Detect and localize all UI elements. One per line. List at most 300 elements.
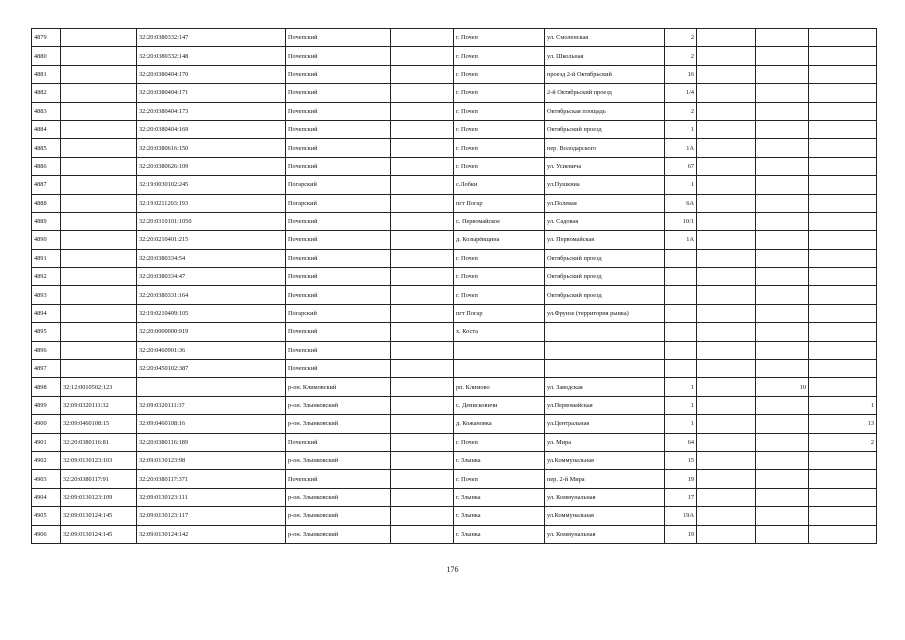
table-row [32,231,877,249]
table-row [32,507,877,525]
row-number-cell: 4900 [32,415,61,433]
row-number-cell: 4893 [32,286,61,304]
building-cadastral-cell: 32:20:0380332:147 [137,29,286,47]
building-cadastral-cell: 32:09:0130123:98 [137,451,286,469]
col-11-cell [809,360,877,378]
house-number-cell: 16 [665,65,697,83]
col-9-cell [697,120,756,138]
cadastral-number-cell: 32:09:0460108:15 [61,415,137,433]
house-number-cell: 19А [665,507,697,525]
col-11-cell [809,451,877,469]
table-row [32,65,877,83]
row-number-cell: 4886 [32,157,61,175]
street-cell: ул. Мира [545,433,665,451]
cadastral-number-cell: 32:09:0320111:32 [61,396,137,414]
cadastral-number-cell: 32:09:0130124:145 [61,507,137,525]
district-cell: Почепский [286,120,391,138]
cadastral-number-cell [61,47,137,65]
building-cadastral-cell: 32:20:0380626:109 [137,157,286,175]
col-10-cell [756,396,809,414]
building-cadastral-cell: 32:20:0380334:47 [137,268,286,286]
cadastral-number-cell [61,323,137,341]
empty-cell [391,341,454,359]
col-9-cell [697,507,756,525]
col-11-cell [809,525,877,543]
col-10-cell [756,415,809,433]
settlement-cell: г. Почеп [454,47,545,65]
district-cell: Погарский [286,194,391,212]
row-number-cell: 4891 [32,249,61,267]
empty-cell [391,360,454,378]
col-9-cell [697,139,756,157]
col-10-cell [756,65,809,83]
table-row [32,415,877,433]
building-cadastral-cell: 32:20:0460901:36 [137,341,286,359]
empty-cell [391,47,454,65]
col-10-cell [756,323,809,341]
settlement-cell: пгт Погар [454,194,545,212]
settlement-cell: г. Злынка [454,451,545,469]
row-number-cell: 4894 [32,304,61,322]
house-number-cell: 2 [665,47,697,65]
empty-cell [391,268,454,286]
settlement-cell [454,360,545,378]
district-cell: р-он. Злынковский [286,396,391,414]
cadastral-number-cell [61,84,137,102]
table-row [32,488,877,506]
col-10-cell [756,139,809,157]
row-number-cell: 4888 [32,194,61,212]
district-cell: Почепский [286,231,391,249]
district-cell: Почепский [286,323,391,341]
col-9-cell [697,286,756,304]
col-10-cell [756,525,809,543]
settlement-cell [454,341,545,359]
row-number-cell: 4895 [32,323,61,341]
district-cell: р-он. Климовский [286,378,391,396]
col-10-cell [756,47,809,65]
cadastral-number-cell [61,176,137,194]
house-number-cell: 1А [665,139,697,157]
district-cell: Почепский [286,102,391,120]
col-9-cell [697,194,756,212]
empty-cell [391,507,454,525]
cadastral-number-cell [61,304,137,322]
col-10-cell [756,231,809,249]
table-row [32,29,877,47]
house-number-cell [665,304,697,322]
cadastral-number-cell [61,194,137,212]
settlement-cell: г. Почеп [454,102,545,120]
house-number-cell: 1 [665,120,697,138]
table-body [32,29,877,544]
cadastral-number-cell [61,139,137,157]
settlement-cell: г. Почеп [454,139,545,157]
street-cell: ул. Заводская [545,378,665,396]
table-row [32,286,877,304]
building-cadastral-cell: 32:20:0380331:164 [137,286,286,304]
col-11-cell [809,194,877,212]
cadastral-number-cell [61,341,137,359]
col-10-cell [756,194,809,212]
street-cell: Октябрьский проезд [545,268,665,286]
street-cell: ул. Смоленская [545,29,665,47]
cadastral-number-cell: 32:20:0380117:91 [61,470,137,488]
building-cadastral-cell: 32:09:0460108:16 [137,415,286,433]
settlement-cell: г. Почеп [454,120,545,138]
row-number-cell: 4884 [32,120,61,138]
row-number-cell: 4880 [32,47,61,65]
house-number-cell: 1 [665,378,697,396]
col-11-cell [809,286,877,304]
cadastral-number-cell [61,102,137,120]
empty-cell [391,84,454,102]
col-9-cell [697,65,756,83]
row-number-cell: 4898 [32,378,61,396]
building-cadastral-cell: 32:20:0380404:171 [137,84,286,102]
empty-cell [391,470,454,488]
col-10-cell [756,157,809,175]
settlement-cell: рп. Климово [454,378,545,396]
col-11-cell [809,470,877,488]
empty-cell [391,157,454,175]
building-cadastral-cell [137,378,286,396]
house-number-cell [665,341,697,359]
col-9-cell [697,415,756,433]
empty-cell [391,451,454,469]
empty-cell [391,29,454,47]
col-9-cell [697,84,756,102]
empty-cell [391,286,454,304]
col-10-cell [756,120,809,138]
row-number-cell: 4906 [32,525,61,543]
table-row [32,360,877,378]
table-row [32,139,877,157]
empty-cell [391,433,454,451]
building-cadastral-cell: 32:20:0380334:54 [137,249,286,267]
house-number-cell: 64 [665,433,697,451]
col-11-cell [809,304,877,322]
house-number-cell: 67 [665,157,697,175]
building-cadastral-cell: 32:19:0030102:245 [137,176,286,194]
row-number-cell: 4892 [32,268,61,286]
col-9-cell [697,47,756,65]
cadastral-number-cell: 32:20:0380116:81 [61,433,137,451]
settlement-cell: г. Почеп [454,268,545,286]
empty-cell [391,176,454,194]
district-cell: Почепский [286,29,391,47]
empty-cell [391,378,454,396]
building-cadastral-cell: 32:20:0380332:148 [137,47,286,65]
settlement-cell: д. Кожановка [454,415,545,433]
empty-cell [391,249,454,267]
row-number-cell: 4896 [32,341,61,359]
col-10-cell [756,433,809,451]
col-11-cell [809,65,877,83]
table-row [32,268,877,286]
col-10-cell [756,286,809,304]
col-9-cell [697,433,756,451]
house-number-cell: 1 [665,396,697,414]
empty-cell [391,65,454,83]
col-10-cell [756,341,809,359]
cadastral-number-cell [61,157,137,175]
district-cell: Почепский [286,139,391,157]
table-row [32,120,877,138]
empty-cell [391,415,454,433]
table-row [32,433,877,451]
street-cell [545,323,665,341]
building-cadastral-cell: 32:20:0210401:215 [137,231,286,249]
cadastral-number-cell [61,29,137,47]
district-cell: р-он. Злынковский [286,507,391,525]
house-number-cell: 2 [665,102,697,120]
cadastral-number-cell [61,231,137,249]
row-number-cell: 4899 [32,396,61,414]
col-10-cell [756,360,809,378]
col-9-cell [697,525,756,543]
settlement-cell: с. Первомайское [454,212,545,230]
settlement-cell: с. Денисковичи [454,396,545,414]
settlement-cell: г. Злынка [454,525,545,543]
district-cell: Погарский [286,176,391,194]
row-number-cell: 4905 [32,507,61,525]
col-9-cell [697,268,756,286]
row-number-cell: 4885 [32,139,61,157]
settlement-cell: г. Злынка [454,488,545,506]
street-cell: ул. Усиевича [545,157,665,175]
street-cell [545,341,665,359]
table-row [32,323,877,341]
street-cell: ул.Первомайская [545,396,665,414]
col-9-cell [697,360,756,378]
table-row [32,212,877,230]
house-number-cell: 1А [665,231,697,249]
row-number-cell: 4889 [32,212,61,230]
col-10-cell: 10 [756,378,809,396]
table-row [32,249,877,267]
empty-cell [391,212,454,230]
col-11-cell [809,268,877,286]
empty-cell [391,139,454,157]
table-row [32,102,877,120]
district-cell: р-он. Злынковский [286,415,391,433]
col-9-cell [697,451,756,469]
district-cell: Почепский [286,341,391,359]
cadastral-number-cell [61,360,137,378]
district-cell: Почепский [286,65,391,83]
street-cell: пер. 2-й Мира [545,470,665,488]
empty-cell [391,102,454,120]
cadastral-number-cell [61,120,137,138]
row-number-cell: 4882 [32,84,61,102]
building-cadastral-cell: 32:20:0310101:1050 [137,212,286,230]
table-row [32,470,877,488]
page-number: 176 [446,565,459,574]
col-11-cell [809,212,877,230]
street-cell: ул.Центральная [545,415,665,433]
district-cell: р-он. Злынковский [286,525,391,543]
house-number-cell: 6А [665,194,697,212]
street-cell: ул.Пушкина [545,176,665,194]
empty-cell [391,323,454,341]
table-row [32,194,877,212]
street-cell: ул. Коммунальная [545,525,665,543]
street-cell [545,360,665,378]
col-11-cell [809,249,877,267]
empty-cell [391,304,454,322]
cadastral-number-cell: 32:09:0130123:109 [61,488,137,506]
col-11-cell [809,341,877,359]
settlement-cell: пгт Погар [454,304,545,322]
street-cell: ул.Фрунзе (территория рынка) [545,304,665,322]
empty-cell [391,231,454,249]
cadastral-number-cell: 32:09:0130123:103 [61,451,137,469]
empty-cell [391,525,454,543]
cadastral-number-cell: 32:12:0010502:123 [61,378,137,396]
settlement-cell: г. Почеп [454,29,545,47]
street-cell: Октябрьская площадь [545,102,665,120]
settlement-cell: с.Лобки [454,176,545,194]
row-number-cell: 4890 [32,231,61,249]
house-number-cell: 19 [665,525,697,543]
street-cell: ул. Садовая [545,212,665,230]
house-number-cell: 2 [665,29,697,47]
cadastral-number-cell [61,249,137,267]
col-11-cell: 2 [809,433,877,451]
table-row [32,378,877,396]
street-cell: ул. Школьная [545,47,665,65]
col-9-cell [697,29,756,47]
col-11-cell: 13 [809,415,877,433]
col-11-cell [809,120,877,138]
street-cell: 2-й Октябрьский проезд [545,84,665,102]
col-9-cell [697,249,756,267]
settlement-cell: г. Почеп [454,84,545,102]
col-11-cell [809,378,877,396]
building-cadastral-cell: 32:09:0320111:37 [137,396,286,414]
col-11-cell [809,47,877,65]
district-cell: Почепский [286,212,391,230]
col-9-cell [697,102,756,120]
col-10-cell [756,84,809,102]
table-row [32,304,877,322]
col-9-cell [697,378,756,396]
col-10-cell [756,470,809,488]
settlement-cell: х. Коста [454,323,545,341]
settlement-cell: г. Почеп [454,249,545,267]
district-cell: Почепский [286,360,391,378]
col-11-cell [809,488,877,506]
district-cell: р-он. Злынковский [286,488,391,506]
district-cell: Почепский [286,249,391,267]
house-number-cell [665,249,697,267]
cadastral-number-cell [61,268,137,286]
col-9-cell [697,304,756,322]
col-9-cell [697,470,756,488]
building-cadastral-cell: 32:09:0130123:111 [137,488,286,506]
table-row [32,396,877,414]
house-number-cell: 1/4 [665,84,697,102]
col-10-cell [756,29,809,47]
building-cadastral-cell: 32:20:0000000:919 [137,323,286,341]
building-cadastral-cell: 32:20:0380616:150 [137,139,286,157]
cadastral-number-cell [61,65,137,83]
row-number-cell: 4897 [32,360,61,378]
street-cell: ул.Коммунальная [545,507,665,525]
col-10-cell [756,102,809,120]
settlement-cell: г. Злынка [454,507,545,525]
street-cell: ул.Коммунальная [545,451,665,469]
col-10-cell [756,488,809,506]
district-cell: Почепский [286,286,391,304]
street-cell: Октябрьский проезд [545,286,665,304]
table-row [32,84,877,102]
district-cell: Почепский [286,84,391,102]
settlement-cell: г. Почеп [454,157,545,175]
col-10-cell [756,176,809,194]
col-11-cell [809,507,877,525]
street-cell: проезд 2-й Октябрьский [545,65,665,83]
table-row [32,341,877,359]
building-cadastral-cell: 32:20:0380404:170 [137,65,286,83]
row-number-cell: 4903 [32,470,61,488]
building-cadastral-cell: 32:20:0380404:169 [137,120,286,138]
house-number-cell [665,360,697,378]
table-row [32,157,877,175]
empty-cell [391,194,454,212]
house-number-cell: 1 [665,415,697,433]
settlement-cell: г. Почеп [454,433,545,451]
col-11-cell [809,176,877,194]
street-cell: ул.Полевая [545,194,665,212]
building-cadastral-cell: 32:20:0380117:371 [137,470,286,488]
col-11-cell [809,231,877,249]
row-number-cell: 4883 [32,102,61,120]
cadastral-number-cell: 32:09:0130124:145 [61,525,137,543]
empty-cell [391,488,454,506]
building-cadastral-cell: 32:20:0450102:387 [137,360,286,378]
building-cadastral-cell: 32:09:0130124:142 [137,525,286,543]
street-cell: Октябрьский проезд [545,120,665,138]
street-cell: ул. Коммунальная [545,488,665,506]
settlement-cell: д. Козырёвщина [454,231,545,249]
settlement-cell: г. Почеп [454,65,545,83]
col-11-cell [809,102,877,120]
building-cadastral-cell: 32:20:0380404:173 [137,102,286,120]
street-cell: ул. Первомайская [545,231,665,249]
col-9-cell [697,231,756,249]
col-10-cell [756,212,809,230]
table-row [32,176,877,194]
table-row [32,451,877,469]
cadastral-number-cell [61,212,137,230]
district-cell: р-он. Злынковский [286,451,391,469]
row-number-cell: 4887 [32,176,61,194]
cadastral-number-cell [61,286,137,304]
col-11-cell [809,323,877,341]
property-register-table [31,28,877,544]
empty-cell [391,120,454,138]
district-cell: Почепский [286,433,391,451]
col-10-cell [756,304,809,322]
house-number-cell [665,323,697,341]
house-number-cell: 15 [665,451,697,469]
table-row [32,525,877,543]
district-cell: Почепский [286,268,391,286]
row-number-cell: 4902 [32,451,61,469]
row-number-cell: 4904 [32,488,61,506]
